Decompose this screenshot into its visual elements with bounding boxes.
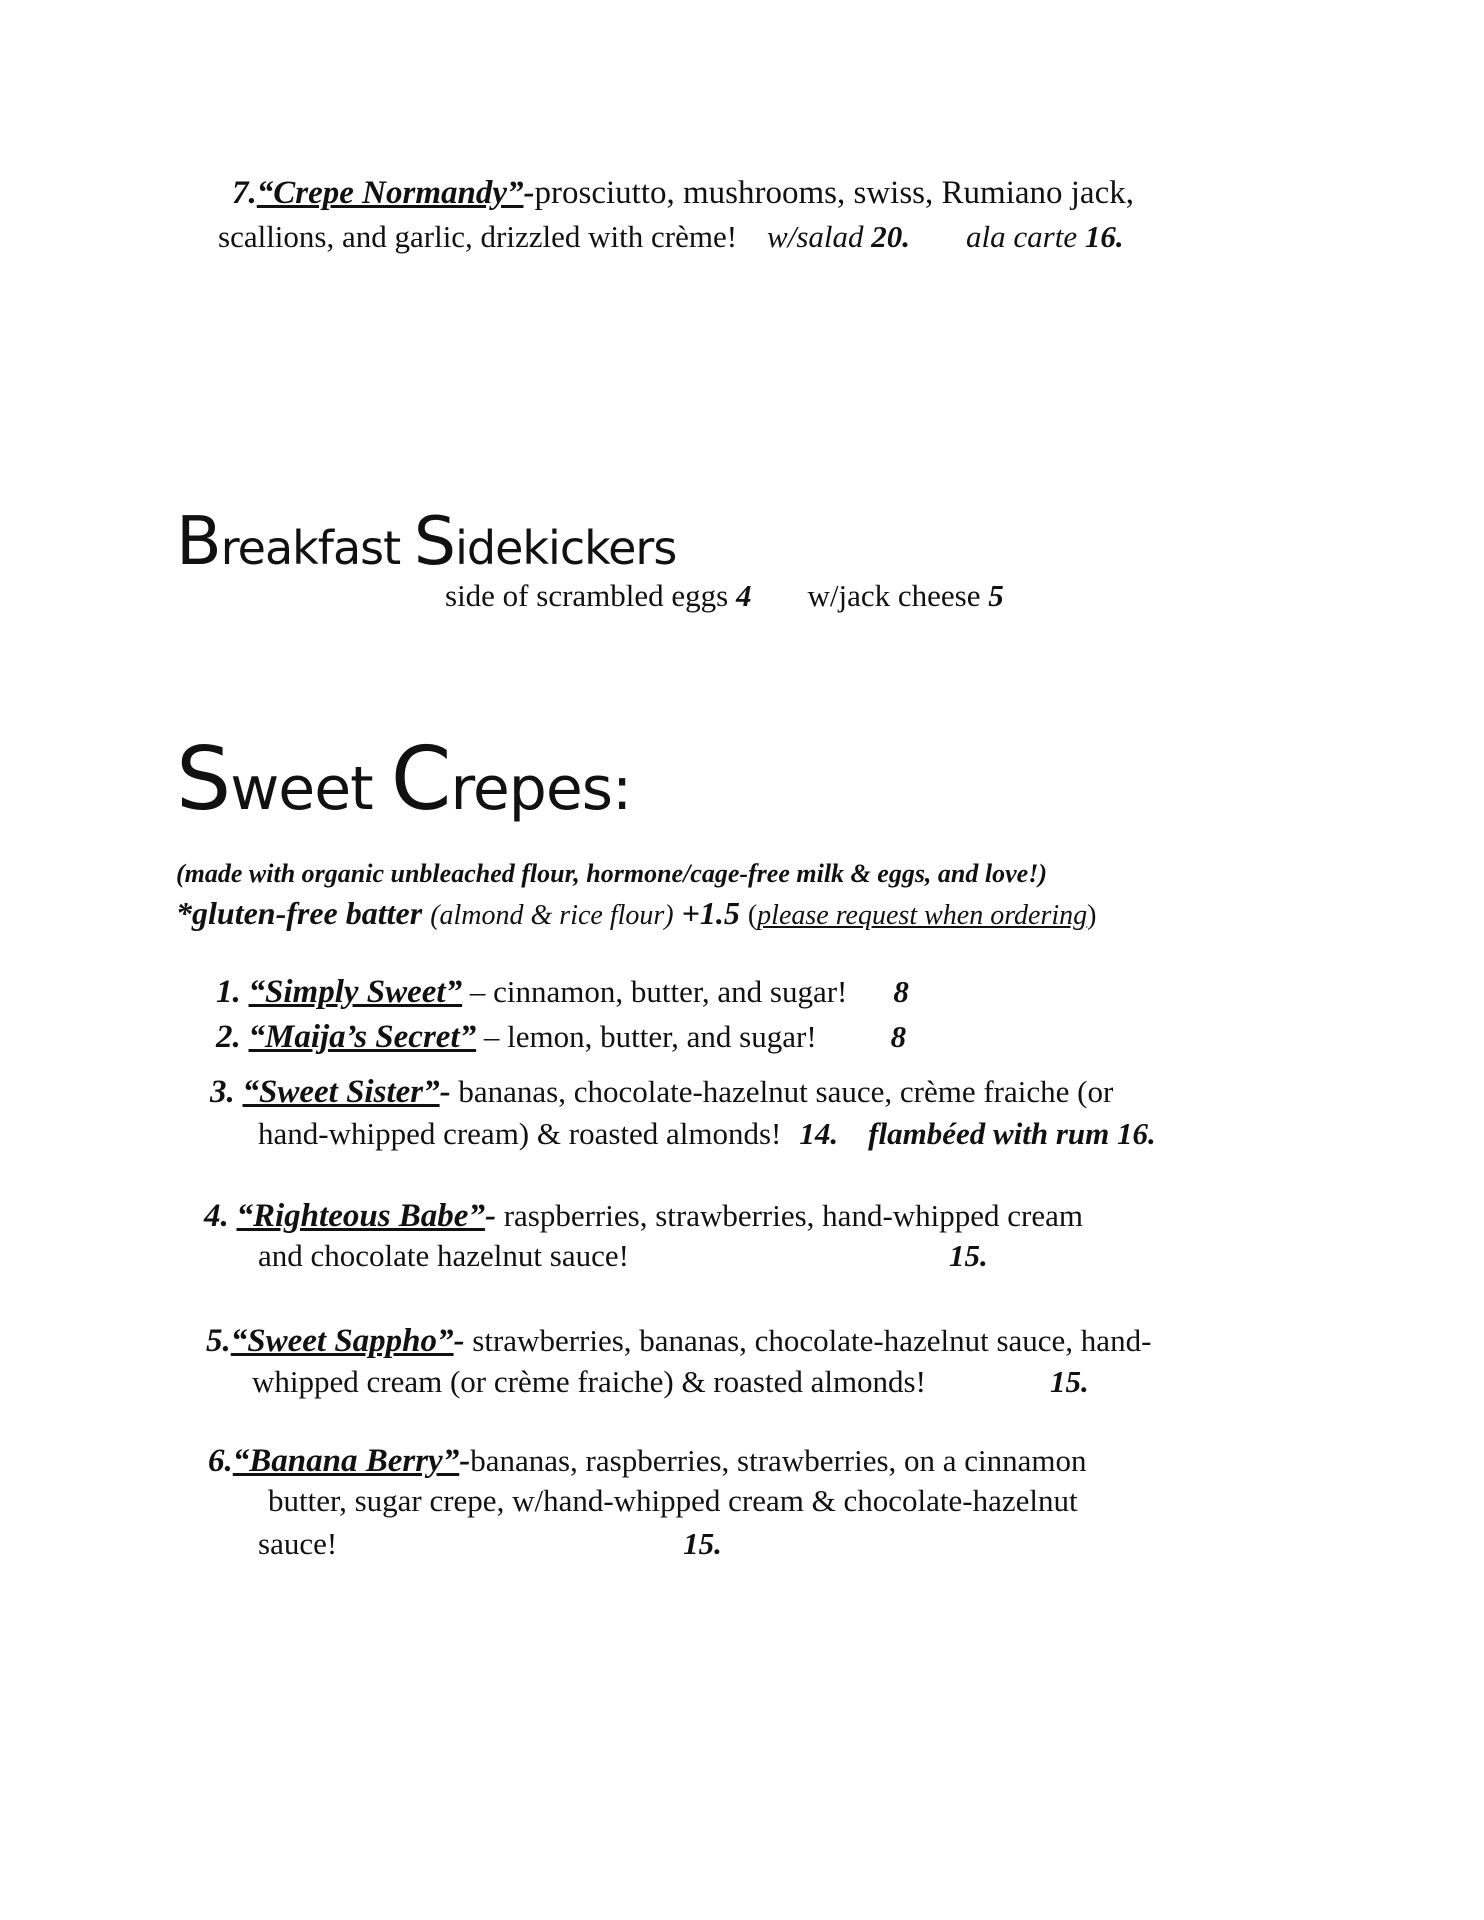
heading-text: repes: xyxy=(450,754,632,824)
item-price: 14. xyxy=(799,1116,839,1151)
menu-item-banana-berry-line-3 xyxy=(258,1526,722,1562)
item-separator: – xyxy=(469,974,486,1009)
crepe-normandy-line-1 xyxy=(232,175,1134,212)
item-description: sauce! xyxy=(258,1526,338,1561)
ala-carte-price: 16. xyxy=(1084,219,1124,254)
heading-initial: C xyxy=(390,728,451,830)
item-price: 8 xyxy=(893,974,909,1009)
item-separator: - xyxy=(484,1198,496,1234)
salad-price: 20. xyxy=(871,219,911,254)
item-name: “Crepe Normandy” xyxy=(256,175,524,211)
item-number: 4. xyxy=(204,1198,229,1234)
item-number: 2. xyxy=(216,1019,241,1055)
item-description: cinnamon, butter, and sugar! xyxy=(493,974,848,1009)
gluten-free-request: please request when ordering xyxy=(757,900,1088,931)
cheese-price: 5 xyxy=(988,578,1004,613)
menu-item-sweet-sister-line-2 xyxy=(258,1116,1156,1152)
item-separator: - xyxy=(439,1074,451,1110)
cheese-label: w/jack cheese xyxy=(807,578,981,613)
gluten-free-label: *gluten-free batter xyxy=(176,895,423,931)
item-separator: – xyxy=(483,1019,500,1054)
item-number: 5. xyxy=(206,1323,231,1359)
eggs-label: side of scrambled eggs xyxy=(445,578,729,613)
item-price: 15. xyxy=(948,1238,988,1273)
sweet-crepes-heading xyxy=(176,728,631,830)
item-description: raspberries, strawberries, hand-whipped cream xyxy=(503,1198,1083,1233)
item-name: “Sweet Sister” xyxy=(242,1074,440,1110)
item-price: 8 xyxy=(890,1019,907,1054)
crepe-normandy-line-2 xyxy=(218,219,1124,255)
item-name: “Righteous Babe” xyxy=(236,1198,485,1234)
menu-item-righteous-babe-line-2 xyxy=(258,1238,988,1274)
heading-initial: S xyxy=(413,502,456,580)
gluten-free-price: +1.5 xyxy=(681,895,740,931)
breakfast-sidekickers-heading xyxy=(176,502,676,580)
heading-text: weet xyxy=(230,754,391,824)
item-description: bananas, chocolate-hazelnut sauce, crème fraiche (or xyxy=(458,1074,1114,1109)
menu-item-sweet-sappho xyxy=(206,1323,1151,1360)
item-price: 15. xyxy=(1049,1364,1089,1399)
item-description: lemon, butter, and sugar! xyxy=(507,1019,817,1054)
item-name: “Sweet Sappho” xyxy=(230,1323,454,1359)
item-name: “Maija’s Secret” xyxy=(248,1019,477,1055)
item-separator: - xyxy=(459,1443,471,1479)
salad-label: w/salad xyxy=(767,219,864,254)
item-name: “Banana Berry” xyxy=(232,1443,460,1479)
item-number: 7. xyxy=(232,175,257,211)
item-description: whipped cream (or crème fraiche) & roasted almonds! xyxy=(252,1364,926,1399)
item-dash: - xyxy=(523,175,535,211)
menu-item-sweet-sister xyxy=(210,1074,1113,1111)
gluten-free-flours: (almond & rice flour) xyxy=(430,900,674,931)
flambe-option: flambéed with rum 16. xyxy=(868,1116,1156,1151)
eggs-price: 4 xyxy=(735,578,752,613)
ala-carte-label: ala carte xyxy=(966,219,1078,254)
menu-item-sweet-sappho-line-2 xyxy=(252,1364,1089,1400)
item-separator: - xyxy=(453,1323,465,1359)
item-description: and chocolate hazelnut sauce! xyxy=(258,1238,629,1273)
item-number: 6. xyxy=(208,1443,233,1479)
item-description: hand-whipped cream) & roasted almonds! xyxy=(258,1116,782,1151)
heading-initial: B xyxy=(176,502,221,580)
ingredients-note: (made with organic unbleached flour, hormone/cage-free milk & eggs, and love!) xyxy=(176,859,1047,888)
heading-text: reakfast xyxy=(220,521,414,575)
menu-item-banana-berry-line-2: butter, sugar crepe, w/hand-whipped cream & chocolate-hazelnut xyxy=(268,1483,1078,1518)
item-name: “Simply Sweet” xyxy=(248,974,463,1010)
menu-item-maijas-secret xyxy=(216,1019,906,1056)
item-description: bananas, raspberries, strawberries, on a cinnamon xyxy=(470,1443,1087,1478)
heading-text: idekickers xyxy=(455,521,677,575)
menu-item-simply-sweet xyxy=(216,974,909,1011)
item-number: 1. xyxy=(216,974,241,1010)
menu-item-righteous-babe xyxy=(204,1198,1083,1235)
sidekicker-line xyxy=(445,578,1004,614)
gluten-free-note: *gluten-free batter (almond & rice flour) +1.5 (please request when ordering) xyxy=(176,895,1097,931)
item-number: 3. xyxy=(210,1074,235,1110)
item-description: prosciutto, mushrooms, swiss, Rumiano jack, xyxy=(534,175,1134,211)
item-description: scallions, and garlic, drizzled with crème! xyxy=(218,219,738,254)
menu-item-banana-berry xyxy=(208,1443,1087,1480)
item-price: 15. xyxy=(683,1526,722,1561)
item-description: strawberries, bananas, chocolate-hazelnut sauce, hand- xyxy=(472,1323,1152,1358)
heading-initial: S xyxy=(176,728,231,830)
